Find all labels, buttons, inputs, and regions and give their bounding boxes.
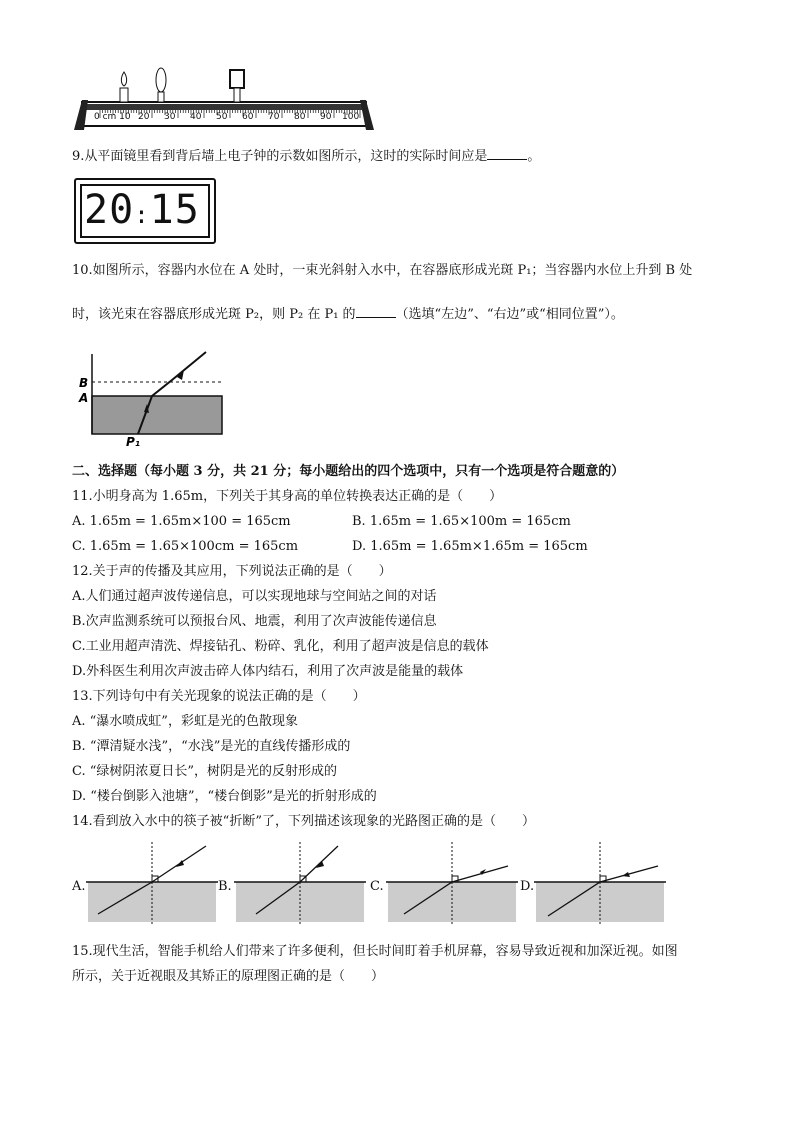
q13-stem: 13.下列诗句中有关光现象的说法正确的是（ ） — [72, 689, 366, 704]
bench-tick-label: 40 — [190, 112, 202, 122]
answer-blank — [487, 147, 527, 160]
optical-bench-figure — [70, 66, 375, 136]
q12-option-d[interactable]: D.外科医生利用次声波击碎人体内结石，利用了次声波是能量的载体 — [72, 664, 464, 679]
q9-stem — [72, 147, 540, 166]
q11-stem: 11.小明身高为 1.65m，下列关于其身高的单位转换表达正确的是（ ） — [72, 489, 503, 504]
q14-option-c-label[interactable]: C. — [370, 879, 384, 894]
q11-option-b[interactable]: B. 1.65m = 1.65×100m = 165cm — [352, 514, 571, 529]
q12-stem: 12.关于声的传播及其应用，下列说法正确的是（ ） — [72, 564, 392, 579]
q9-end: 。 — [527, 149, 541, 164]
bench-tick-label: 20 — [138, 112, 150, 122]
bench-tick-label: 90 — [320, 112, 332, 122]
q14-option-b-label[interactable]: B. — [218, 879, 232, 894]
q12-option-b[interactable]: B.次声监测系统可以预报台风、地震，利用了次声波能传递信息 — [72, 614, 437, 629]
q14-option-a-diagram[interactable] — [86, 842, 218, 924]
bench-tick-label: 60 — [242, 112, 254, 122]
q10-container-figure — [74, 346, 234, 450]
q13-option-a[interactable]: A. “瀑水喷成虹”，彩虹是光的色散现象 — [72, 714, 298, 729]
clock-colon: : — [134, 201, 150, 229]
q14-option-d-diagram[interactable] — [534, 842, 666, 924]
level-a-label: A — [79, 391, 89, 405]
q14-option-a-label[interactable]: A. — [72, 879, 86, 894]
bench-tick-label: 50 — [216, 112, 228, 122]
bench-tick-label: 100 — [342, 112, 360, 122]
q14-option-d-label[interactable]: D. — [520, 879, 535, 894]
clock-digit: 0 — [109, 187, 135, 233]
q15-line2: 所示，关于近视眼及其矫正的原理图正确的是（ ） — [72, 969, 385, 984]
q10-line2a: 时，该光束在容器底形成光斑 P₂，则 P₂ 在 P₁ 的 — [72, 307, 356, 322]
bench-tick-label: 0 cm 10 — [94, 112, 131, 122]
spot-p1-label: P₁ — [126, 435, 141, 449]
q10-line2b: （选填“左边”、“右边”或“相同位置”）。 — [395, 307, 624, 322]
q11-option-c[interactable]: C. 1.65m = 1.65×100cm = 165cm — [72, 539, 299, 554]
section2-title: 二、选择题（每小题 3 分，共 21 分；每小题给出的四个选项中，只有一个选项是符合题意的） — [72, 464, 625, 479]
q11-option-a[interactable]: A. 1.65m = 1.65m×100 = 165cm — [72, 514, 291, 529]
digital-clock — [74, 178, 216, 244]
q14-option-b-diagram[interactable] — [234, 842, 366, 924]
q13-option-d[interactable]: D. “楼台倒影入池塘”，“楼台倒影”是光的折射形成的 — [72, 789, 377, 804]
bench-tick-label: 70 — [268, 112, 280, 122]
q13-option-b[interactable]: B. “潭清疑水浅”，“水浅”是光的直线传播形成的 — [72, 739, 351, 754]
q12-option-c[interactable]: C.工业用超声清洗、焊接钻孔、粉碎、乳化，利用了超声波是信息的载体 — [72, 639, 489, 654]
clock-digit: 1 — [149, 187, 175, 233]
q14-option-c-diagram[interactable] — [386, 842, 518, 924]
clock-digit: 5 — [174, 187, 200, 233]
q13-option-c[interactable]: C. “绿树阴浓夏日长”，树阴是光的反射形成的 — [72, 764, 338, 779]
level-b-label: B — [79, 376, 89, 390]
q9-text: 9.从平面镜里看到背后墙上电子钟的示数如图所示，这时的实际时间应是 — [72, 149, 488, 164]
q11-option-d[interactable]: D. 1.65m = 1.65m×1.65m = 165cm — [352, 539, 588, 554]
bench-tick-label: 30 — [164, 112, 176, 122]
q15-line1: 15.现代生活，智能手机给人们带来了许多便利，但长时间盯着手机屏幕，容易导致近视和加深近视。如图 — [72, 944, 678, 959]
q12-option-a[interactable]: A.人们通过超声波传递信息，可以实现地球与空间站之间的对话 — [72, 589, 437, 604]
clock-digit: 2 — [84, 187, 110, 233]
q10-line1: 10.如图所示，容器内水位在 A 处时，一束光斜射入水中，在容器底形成光斑 P₁；当容器内水位上升到 B 处 — [72, 263, 693, 278]
answer-blank — [356, 305, 396, 318]
clock-display — [84, 188, 204, 232]
q10-line2 — [72, 305, 624, 324]
bench-tick-label: 80 — [294, 112, 306, 122]
q14-stem: 14.看到放入水中的筷子被“折断”了，下列描述该现象的光路图正确的是（ ） — [72, 814, 535, 829]
